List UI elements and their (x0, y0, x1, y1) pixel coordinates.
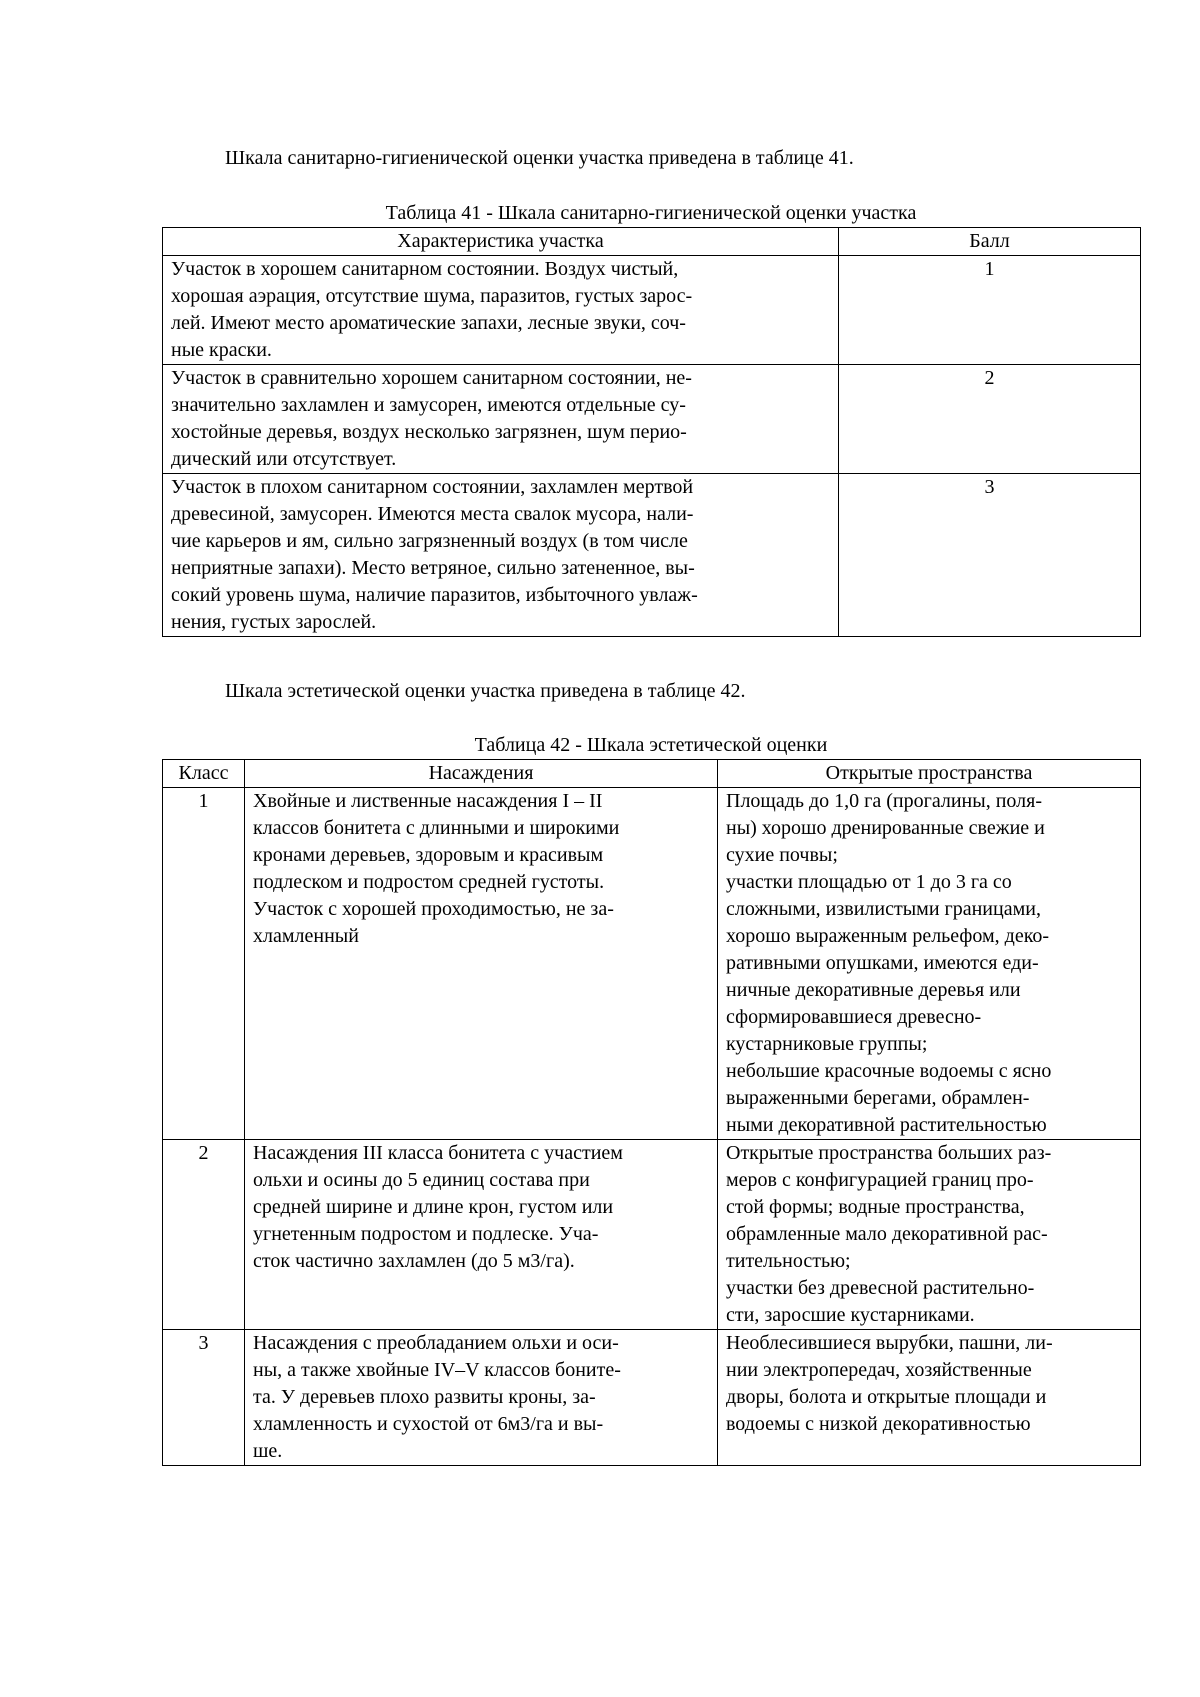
plantings-cell (245, 788, 718, 1140)
characteristic-text: Участок в плохом санитарном состоянии, захламлен мертвой древесиной, замусорен. Имеются места свалок мусора, нали- чие карьеров и ям, сильно загрязненный воздух (в том числе неприятные запахи). Место ветряное, сильно затененное, вы- сокий уровень шума, наличие паразитов, избыточного увлаж- нения, густых зарослей. (171, 476, 698, 633)
table-row (163, 256, 1141, 365)
characteristic-text: Участок в хорошем санитарном состоянии. Воздух чистый, хорошая аэрация, отсутствие шума, паразитов, густых зарос- лей. Имеют место ароматические запахи, лесные звуки, соч- ные краски. (171, 258, 693, 361)
table-row (163, 365, 1141, 474)
open-spaces-cell (718, 788, 1141, 1140)
table-header-row (163, 760, 1141, 788)
header-plantings: Насаждения (245, 760, 718, 788)
table-row (163, 474, 1141, 637)
table-header-row (163, 228, 1141, 256)
table-row (163, 1140, 1141, 1330)
plantings-text: Хвойные и лиственные насаждения I – II классов бонитета с длинными и широкими кронами деревьев, здоровым и красивым подлеском и подростом средней густоты. Участок с хорошей проходимостью, не за- хламленный (253, 790, 620, 947)
plantings-text: Насаждения III класса бонитета с участием ольхи и осины до 5 единиц состава при средней ширине и длине крон, густом или угнетенным подростом и подлеске. Уча- сток частично захламлен (до 5 м3/га). (253, 1142, 623, 1272)
plantings-cell (245, 1330, 718, 1466)
score-cell: 2 (839, 365, 1141, 474)
table-row (163, 788, 1141, 1140)
open-spaces-text: Площадь до 1,0 га (прогалины, поля- ны) хорошо дренированные свежие и сухие почвы; участки площадью от 1 до 3 га со сложными, извилистыми границами, хорошо выраженным рельефом, деко- ративными опушками, имеются еди- ничные декоративные деревья или сформировавшиеся древесно- кустарниковые группы; небольшие красочные водоемы с ясно выраженными берегами, обрамлен- ными декоративной растительностью (726, 790, 1052, 1136)
sanitary-hygienic-scale-table (162, 227, 1141, 637)
plantings-cell (245, 1140, 718, 1330)
intro-paragraph-table-42: Шкала эстетической оценки участка приведена в таблице 42. (225, 680, 746, 702)
header-class: Класс (163, 760, 245, 788)
characteristic-cell (163, 365, 839, 474)
open-spaces-cell (718, 1330, 1141, 1466)
class-cell: 1 (163, 788, 245, 1140)
open-spaces-cell (718, 1140, 1141, 1330)
class-cell: 2 (163, 1140, 245, 1330)
intro-paragraph-table-41: Шкала санитарно-гигиенической оценки участка приведена в таблице 41. (225, 147, 854, 169)
header-characteristic: Характеристика участка (163, 228, 839, 256)
open-spaces-text: Открытые пространства больших раз- меров с конфигурацией границ про- стой формы; водные пространства, обрамленные мало декоративной рас- тительностью; участки без древесной растительно- сти, заросшие кустарниками. (726, 1142, 1052, 1326)
characteristic-text: Участок в сравнительно хорошем санитарном состоянии, не- значительно захламлен и замусорен, имеются отдельные су- хостойные деревья, воздух несколько загрязнен, шум перио- дический или отсутствует. (171, 367, 692, 470)
characteristic-cell (163, 256, 839, 365)
header-open-spaces: Открытые пространства (718, 760, 1141, 788)
aesthetic-scale-table (162, 759, 1141, 1466)
characteristic-cell (163, 474, 839, 637)
score-cell: 3 (839, 474, 1141, 637)
score-cell: 1 (839, 256, 1141, 365)
table-42-caption: Таблица 42 - Шкала эстетической оценки (474, 734, 828, 756)
plantings-text: Насаждения с преобладанием ольхи и оси- ны, а также хвойные IV–V классов бонитe- та. У деревьев плохо развиты кроны, за- хламленность и сухостой от 6м3/га и вы- ше. (253, 1332, 621, 1462)
class-cell: 3 (163, 1330, 245, 1466)
open-spaces-text: Необлесившиеся вырубки, пашни, ли- нии электропередач, хозяйственные дворы, болота и открытые площади и водоемы с низкой декоративностью (726, 1332, 1053, 1435)
table-41-caption: Таблица 41 - Шкала санитарно-гигиенической оценки участка (385, 202, 917, 224)
table-row (163, 1330, 1141, 1466)
header-score: Балл (839, 228, 1141, 256)
